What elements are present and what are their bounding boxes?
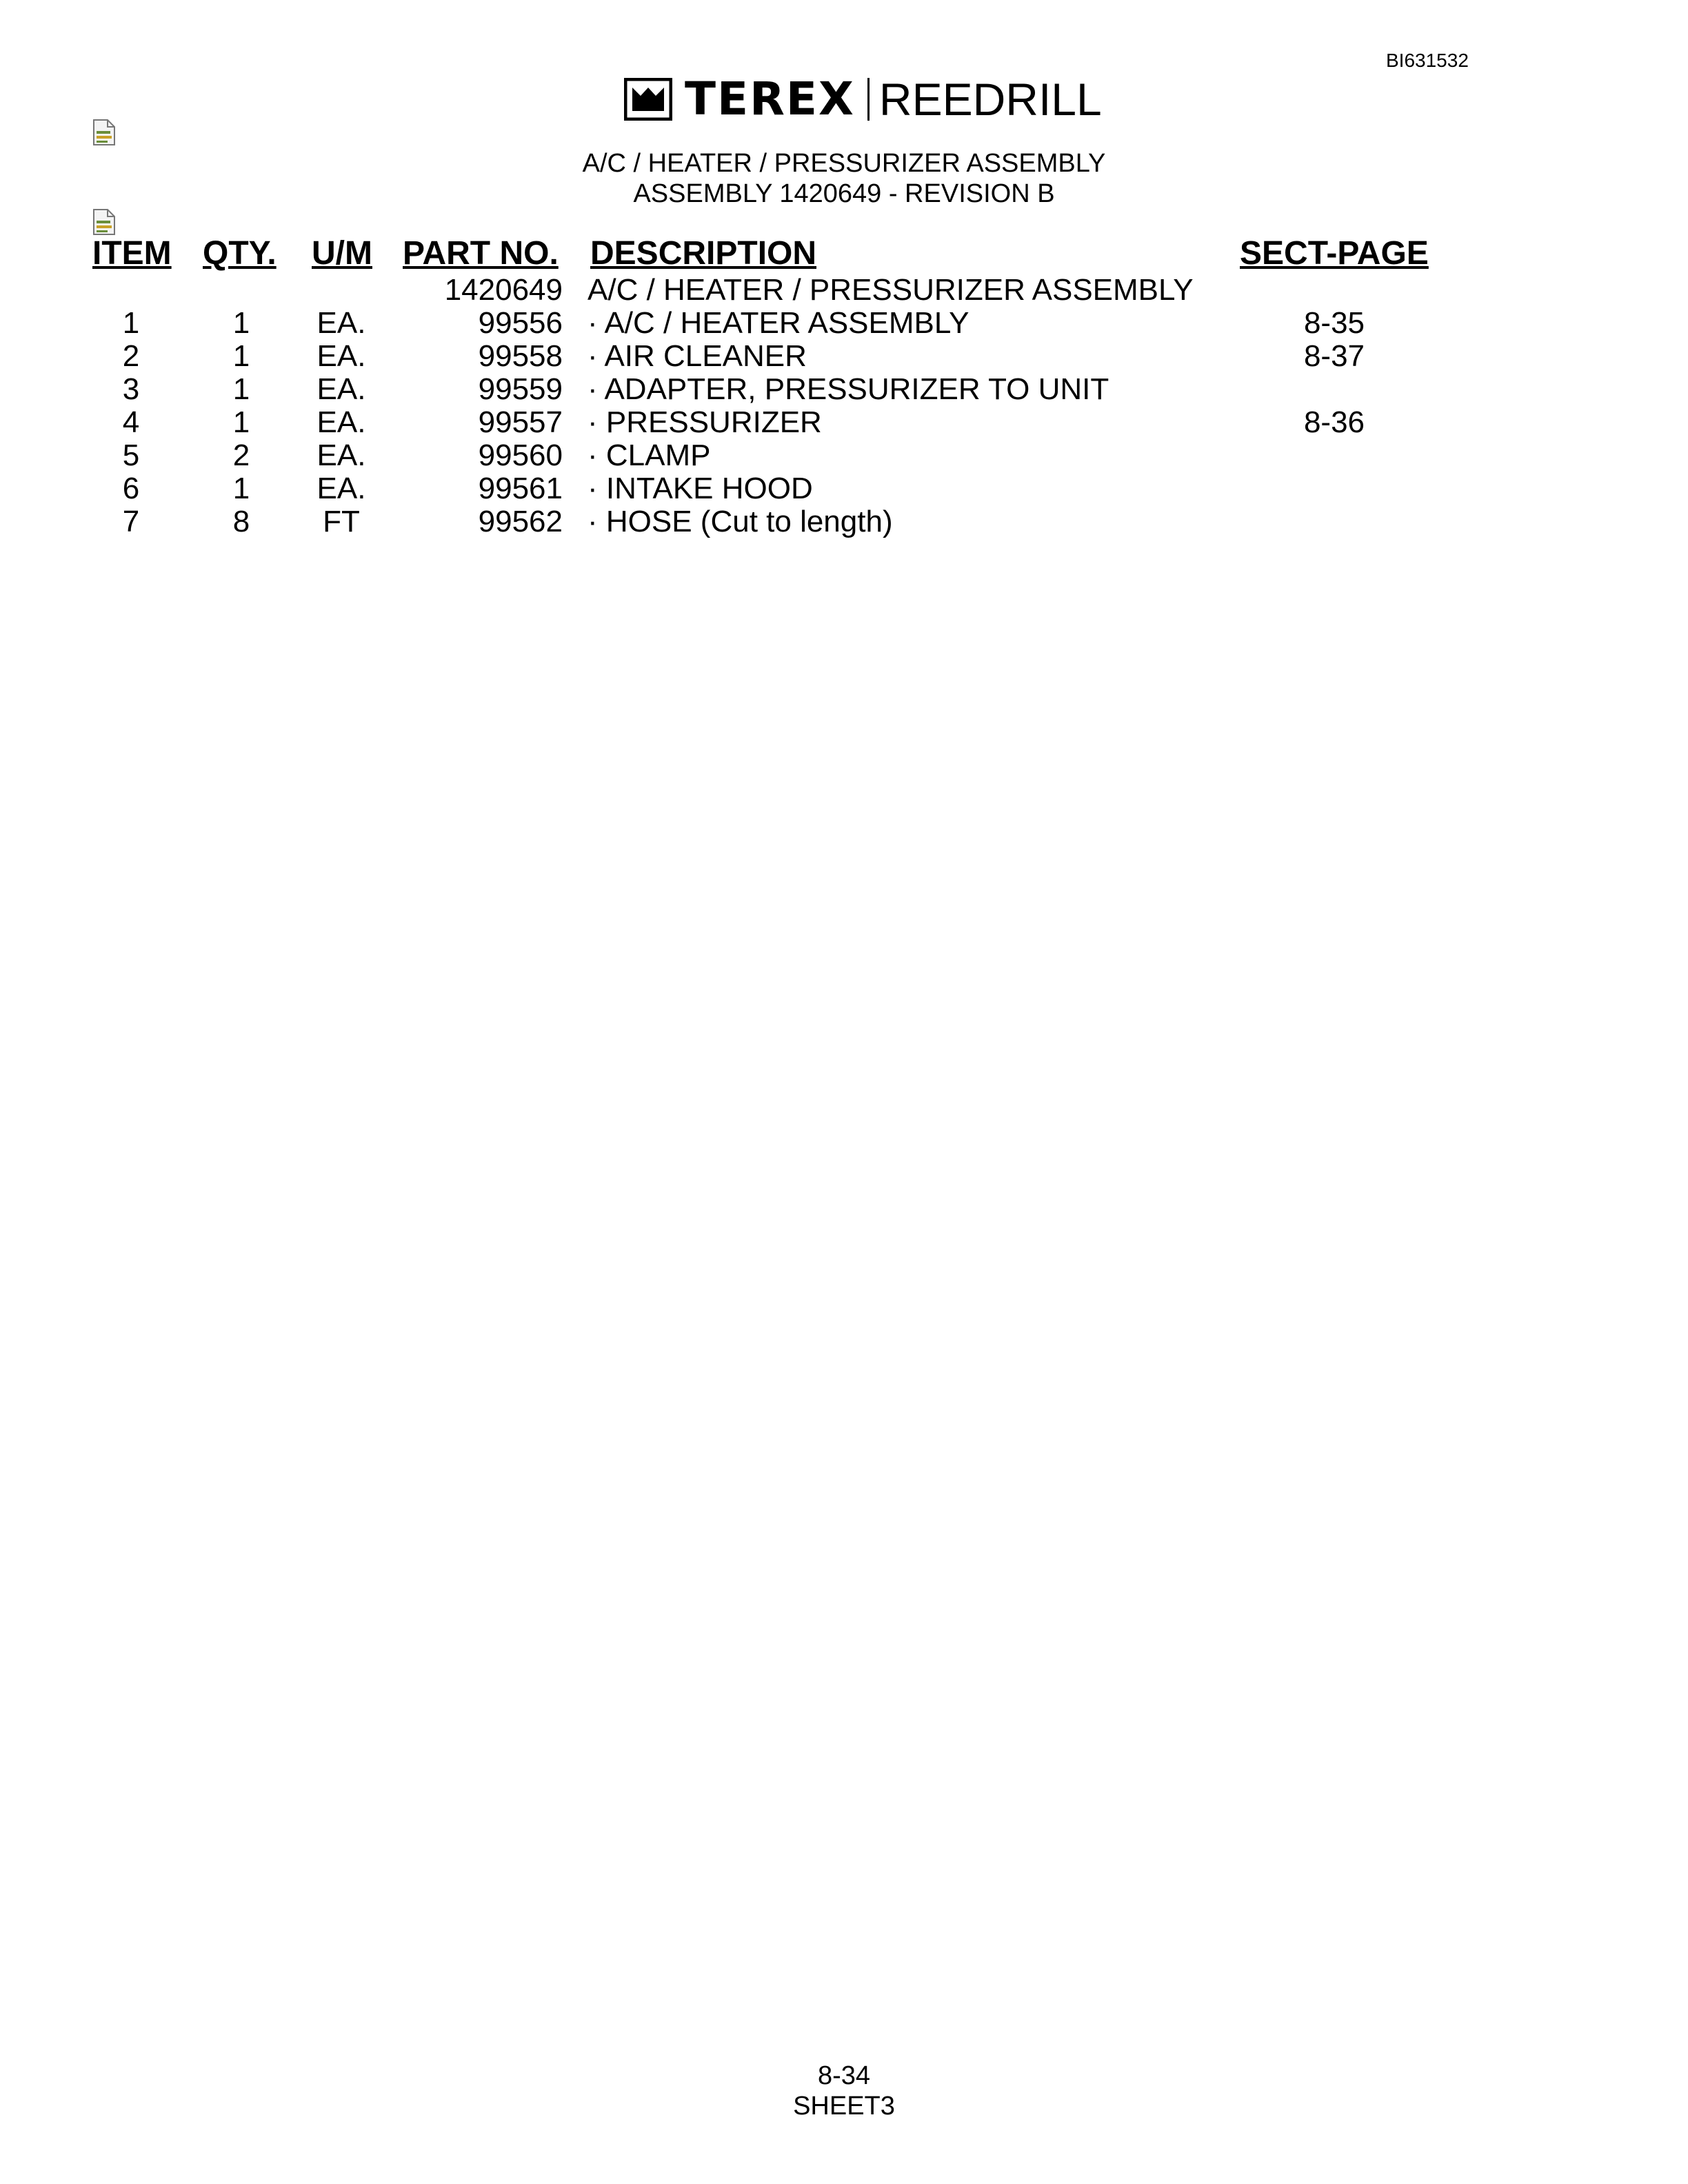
part-no-cell: 99560 xyxy=(478,438,563,472)
sect-page-link[interactable]: 8-35 xyxy=(1303,306,1365,340)
logo-product-text: REEDRILL xyxy=(878,74,1102,125)
item-cell: 2 xyxy=(122,339,140,373)
sect-page-link[interactable]: 8-36 xyxy=(1303,405,1365,439)
table-row xyxy=(0,438,1688,472)
table-row xyxy=(0,306,1688,339)
um-cell: EA. xyxy=(316,306,366,340)
part-no-cell: 1420649 xyxy=(444,273,563,307)
table-row xyxy=(0,273,1688,306)
description-cell: · PRESSURIZER xyxy=(587,405,822,439)
table-row xyxy=(0,339,1688,372)
item-cell: 4 xyxy=(122,405,140,439)
item-cell: 3 xyxy=(122,372,140,406)
description-cell: · A/C / HEATER ASSEMBLY xyxy=(587,306,969,340)
document-icon[interactable] xyxy=(91,119,117,146)
part-no-cell: 99561 xyxy=(478,472,563,505)
um-cell: EA. xyxy=(316,472,366,505)
header-description: DESCRIPTION xyxy=(590,235,817,272)
um-cell: EA. xyxy=(316,372,366,406)
header-um: U/M xyxy=(312,235,372,272)
qty-cell: 2 xyxy=(232,438,250,472)
part-no-cell: 99558 xyxy=(478,339,563,373)
um-cell: EA. xyxy=(316,438,366,472)
header-qty: QTY. xyxy=(203,235,277,272)
document-icon[interactable] xyxy=(91,208,117,236)
document-id: BI631532 xyxy=(1386,50,1469,71)
part-no-cell: 99556 xyxy=(478,306,563,340)
assembly-title: A/C / HEATER / PRESSURIZER ASSEMBLY xyxy=(582,149,1106,178)
item-cell: 6 xyxy=(122,472,140,505)
table-row xyxy=(0,472,1688,505)
part-no-cell: 99557 xyxy=(478,405,563,439)
qty-cell: 1 xyxy=(232,306,250,340)
header-item: ITEM xyxy=(92,235,172,272)
um-cell: EA. xyxy=(316,405,366,439)
item-cell: 7 xyxy=(122,505,140,538)
assembly-subtitle: ASSEMBLY 1420649 - REVISION B xyxy=(633,179,1055,208)
qty-cell: 1 xyxy=(232,472,250,505)
qty-cell: 1 xyxy=(232,405,250,439)
description-cell: · INTAKE HOOD xyxy=(587,472,813,505)
part-no-cell: 99562 xyxy=(478,505,563,538)
description-cell: · HOSE (Cut to length) xyxy=(587,505,893,538)
page-number: 8-34 xyxy=(817,2061,871,2090)
part-no-cell: 99559 xyxy=(478,372,563,406)
qty-cell: 8 xyxy=(232,505,250,538)
logo-divider xyxy=(867,78,870,121)
table-row xyxy=(0,372,1688,405)
logo-brand-text: TEREX xyxy=(685,72,855,125)
item-cell: 5 xyxy=(122,438,140,472)
description-cell: · CLAMP xyxy=(587,438,711,472)
sect-page-link[interactable]: 8-37 xyxy=(1303,339,1365,373)
description-cell: A/C / HEATER / PRESSURIZER ASSEMBLY xyxy=(587,273,1194,307)
terex-reedrill-logo xyxy=(624,74,1102,124)
sheet-label: SHEET3 xyxy=(793,2092,895,2121)
um-cell: EA. xyxy=(316,339,366,373)
qty-cell: 1 xyxy=(232,339,250,373)
qty-cell: 1 xyxy=(232,372,250,406)
terex-logo-icon xyxy=(624,78,672,121)
table-row xyxy=(0,405,1688,438)
description-cell: · ADAPTER, PRESSURIZER TO UNIT xyxy=(587,372,1109,406)
header-part-no: PART NO. xyxy=(403,235,559,272)
header-sect-page: SECT-PAGE xyxy=(1240,235,1429,272)
table-row xyxy=(0,505,1688,538)
um-cell: FT xyxy=(323,505,360,538)
description-cell: · AIR CLEANER xyxy=(587,339,807,373)
item-cell: 1 xyxy=(122,306,140,340)
